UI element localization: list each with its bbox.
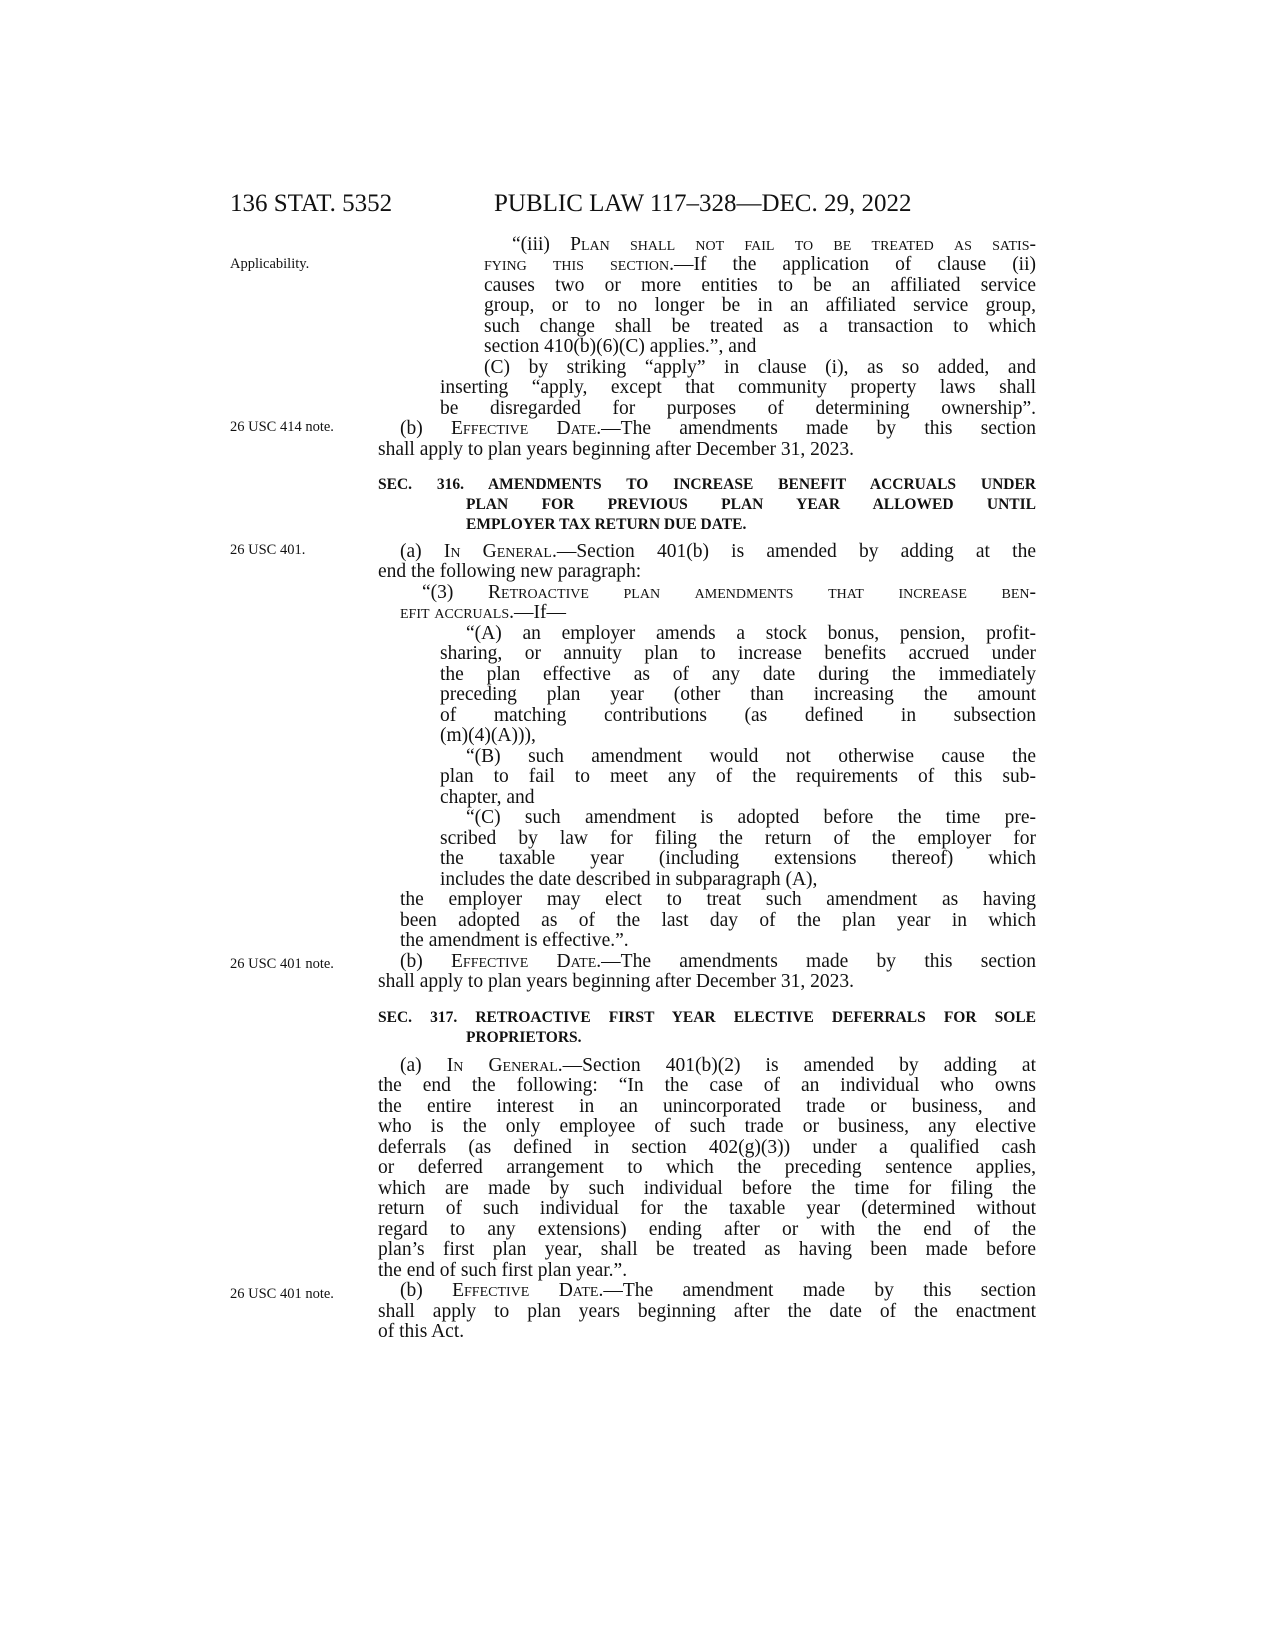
section-317-heading: SEC. 317. RETROACTIVE FIRST YEAR ELECTIVE DEFERRALS FOR SOLE	[378, 1009, 1036, 1026]
text-line: shall apply to plan years beginning after December 31, 2023.	[378, 439, 854, 460]
margin-note-26usc401: 26 USC 401.	[230, 542, 306, 558]
text-line: “(iii) Plan shall not fail to be treated as satis-	[512, 234, 1036, 255]
text-line: the end the following: “In the case of an individual who owns	[378, 1075, 1036, 1096]
text-line: plan to fail to meet any of the requirements of this sub-	[440, 766, 1036, 787]
text-line: includes the date described in subparagraph (A),	[440, 869, 818, 890]
text-line: return of such individual for the taxable year (determined without	[378, 1198, 1036, 1219]
text-line: (m)(4)(A))),	[440, 725, 536, 746]
section-316-heading-line: EMPLOYER TAX RETURN DUE DATE.	[466, 516, 747, 533]
text-line: be disregarded for purposes of determining ownership”.	[440, 398, 1036, 419]
text-line: or deferred arrangement to which the preceding sentence applies,	[378, 1157, 1036, 1178]
text-line: which are made by such individual before the time for filing the	[378, 1178, 1036, 1199]
text-line: regard to any extensions) ending after or with the end of the	[378, 1219, 1036, 1240]
text-line: (C) by striking “apply” in clause (i), as so added, and	[484, 357, 1036, 378]
text-line: the entire interest in an unincorporated trade or business, and	[378, 1096, 1036, 1117]
text-line: deferrals (as defined in section 402(g)(3)) under a qualified cash	[378, 1137, 1036, 1158]
text-line: such change shall be treated as a transaction to which	[484, 316, 1036, 337]
text-line: chapter, and	[440, 787, 535, 808]
margin-note-26usc414: 26 USC 414 note.	[230, 419, 334, 435]
section-317-heading-line: PROPRIETORS.	[466, 1029, 582, 1046]
margin-note-26usc401-note-a: 26 USC 401 note.	[230, 956, 334, 972]
text-line: fying this section.—If the application of clause (ii)	[484, 254, 1036, 275]
text-line: the taxable year (including extensions thereof) which	[440, 848, 1036, 869]
text-line: of this Act.	[378, 1321, 465, 1342]
text-line: the employer may elect to treat such amendment as having	[400, 889, 1036, 910]
margin-note-26usc401-note-b: 26 USC 401 note.	[230, 1286, 334, 1302]
text-line: preceding plan year (other than increasing the amount	[440, 684, 1036, 705]
text-line: “(3) Retroactive plan amendments that increase ben-	[422, 582, 1036, 603]
text-line: sharing, or annuity plan to increase benefits accrued under	[440, 643, 1036, 664]
text-line: (b) Effective Date.—The amendments made by this section	[400, 418, 1036, 439]
text-line: “(B) such amendment would not otherwise cause the	[466, 746, 1036, 767]
text-line: the plan effective as of any date during the immediately	[440, 664, 1036, 685]
text-line: been adopted as of the last day of the plan year in which	[400, 910, 1036, 931]
text-line: causes two or more entities to be an affiliated service	[484, 275, 1036, 296]
text-line: “(A) an employer amends a stock bonus, pension, profit-	[466, 623, 1036, 644]
text-line: the end of such first plan year.”.	[378, 1260, 628, 1281]
text-line: scribed by law for filing the return of the employer for	[440, 828, 1036, 849]
margin-note-applicability: Applicability.	[230, 256, 310, 272]
public-law-title: PUBLIC LAW 117–328—DEC. 29, 2022	[494, 190, 912, 217]
text-line: efit accruals.—If—	[400, 602, 566, 623]
text-line: “(C) such amendment is adopted before the time pre-	[466, 807, 1036, 828]
text-line: who is the only employee of such trade or business, any elective	[378, 1116, 1036, 1137]
text-line: (a) In General.—Section 401(b)(2) is amended by adding at	[400, 1055, 1036, 1076]
text-line: of matching contributions (as defined in subsection	[440, 705, 1036, 726]
text-line: inserting “apply, except that community property laws shall	[440, 377, 1036, 398]
section-316-heading: SEC. 316. AMENDMENTS TO INCREASE BENEFIT ACCRUALS UNDER	[378, 476, 1036, 493]
text-line: group, or to no longer be in an affiliated service group,	[484, 295, 1036, 316]
statute-page-number: 136 STAT. 5352	[230, 190, 393, 217]
text-line: shall apply to plan years beginning after the date of the enactment	[378, 1301, 1036, 1322]
text-line: (b) Effective Date.—The amendments made by this section	[400, 951, 1036, 972]
text-line: end the following new paragraph:	[378, 561, 642, 582]
text-line: (b) Effective Date.—The amendment made by this section	[400, 1280, 1036, 1301]
section-316-heading-line: PLAN FOR PREVIOUS PLAN YEAR ALLOWED UNTIL	[466, 496, 1036, 513]
text-line: shall apply to plan years beginning after December 31, 2023.	[378, 971, 854, 992]
text-line: section 410(b)(6)(C) applies.”, and	[484, 336, 757, 357]
text-line: the amendment is effective.”.	[400, 930, 629, 951]
text-line: (a) In General.—Section 401(b) is amended by adding at the	[400, 541, 1036, 562]
text-line: plan’s first plan year, shall be treated as having been made before	[378, 1239, 1036, 1260]
